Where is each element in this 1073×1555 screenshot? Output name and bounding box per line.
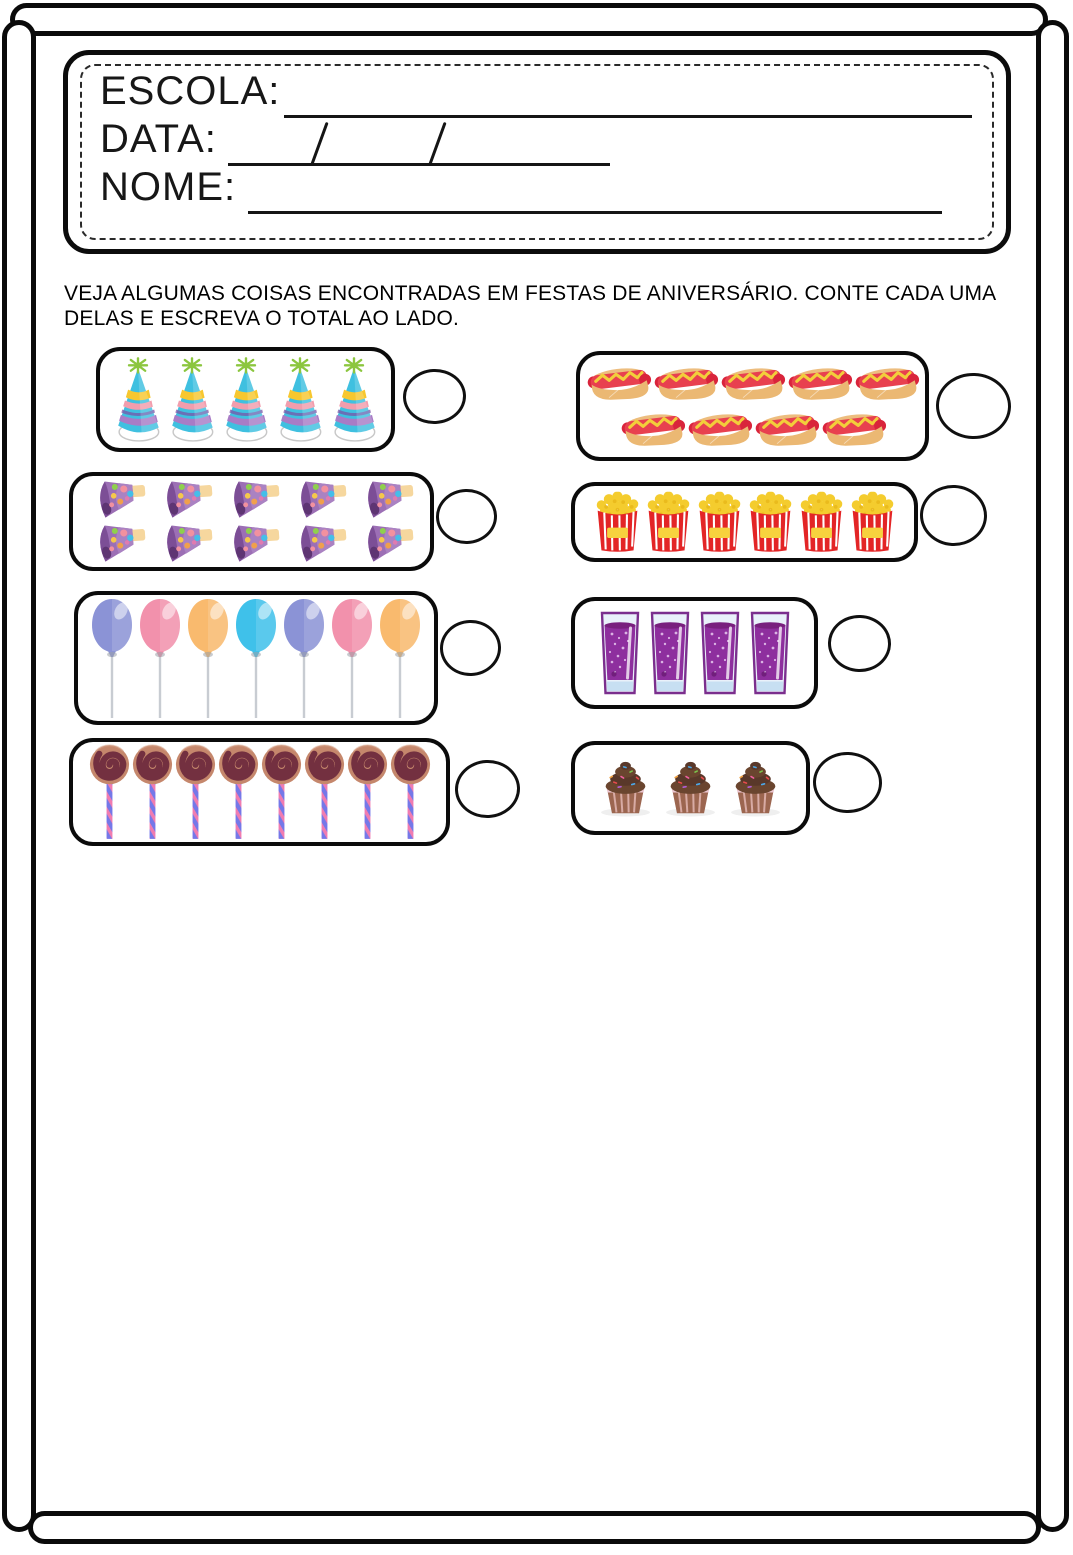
- lollipop-icon: [88, 743, 131, 841]
- frame-left-bar: [2, 20, 36, 1532]
- answer-oval-lollipops[interactable]: [454, 758, 522, 819]
- frame-right-bar: [1036, 20, 1069, 1532]
- party-horn-icon: [352, 522, 419, 566]
- answer-oval-balloons[interactable]: [439, 619, 502, 677]
- balloons-items: [84, 597, 428, 719]
- popcorn-icon: [745, 489, 796, 555]
- lollipops-items: [81, 744, 438, 840]
- group-box-lollipops: [69, 738, 450, 846]
- answer-oval-party-horns[interactable]: [435, 488, 498, 545]
- popcorn-icon: [847, 489, 898, 555]
- lollipop-icon: [303, 743, 346, 841]
- party-hat-icon: [327, 354, 381, 446]
- group-box-party-horns: [69, 472, 434, 571]
- popcorn-icon: [592, 489, 643, 555]
- frame-bottom-bar: [28, 1511, 1041, 1544]
- drink-icon: [695, 607, 745, 699]
- group-box-balloons: [74, 591, 438, 725]
- lollipop-icon: [389, 743, 432, 841]
- party-horn-icon: [151, 522, 218, 566]
- lollipop-icon: [131, 743, 174, 841]
- balloon-icon: [280, 595, 328, 721]
- frame-top-bar: [10, 3, 1048, 36]
- escola-label: ESCOLA:: [100, 69, 281, 113]
- cupcake-icon: [593, 756, 658, 820]
- hot-dog-icon: [652, 360, 719, 406]
- popcorn-items: [581, 489, 908, 555]
- hot-dog-icon: [719, 360, 786, 406]
- nome-label: NOME:: [100, 165, 237, 209]
- answer-oval-popcorn[interactable]: [918, 483, 988, 547]
- party-hat-icon: [111, 354, 165, 446]
- balloon-icon: [136, 595, 184, 721]
- lollipop-icon: [174, 743, 217, 841]
- lollipop-icon: [260, 743, 303, 841]
- hot-dog-icon: [753, 406, 820, 452]
- answer-oval-party-hats[interactable]: [402, 367, 468, 425]
- nome-write-line[interactable]: [248, 211, 942, 214]
- student-info-box: [63, 50, 1011, 254]
- party-hat-icon: [165, 354, 219, 446]
- data-write-line[interactable]: [228, 163, 610, 166]
- party-hats-items: [105, 354, 386, 445]
- hot-dog-icon: [853, 360, 920, 406]
- balloon-icon: [328, 595, 376, 721]
- lollipop-icon: [346, 743, 389, 841]
- lollipop-icon: [217, 743, 260, 841]
- popcorn-icon: [643, 489, 694, 555]
- hot-dog-icon: [786, 360, 853, 406]
- hot-dogs-items: [582, 359, 923, 453]
- drinks-items: [583, 607, 806, 699]
- hot-dog-icon: [619, 406, 686, 452]
- hot-dog-icon: [686, 406, 753, 452]
- party-hat-icon: [273, 354, 327, 446]
- cupcake-icon: [658, 756, 723, 820]
- party-horn-icon: [218, 478, 285, 522]
- party-horn-icon: [218, 522, 285, 566]
- cupcakes-items: [583, 750, 798, 826]
- party-horns-items: [79, 478, 424, 565]
- hot-dog-icon: [820, 406, 887, 452]
- drink-icon: [745, 607, 795, 699]
- group-box-drinks: [571, 597, 818, 709]
- party-horn-icon: [151, 478, 218, 522]
- party-hat-icon: [219, 354, 273, 446]
- group-box-popcorn: [571, 482, 918, 562]
- balloon-icon: [232, 595, 280, 721]
- group-box-hot-dogs: [576, 351, 929, 461]
- drink-icon: [645, 607, 695, 699]
- party-horn-icon: [84, 522, 151, 566]
- balloon-icon: [88, 595, 136, 721]
- popcorn-icon: [694, 489, 745, 555]
- group-box-cupcakes: [571, 741, 810, 835]
- hot-dog-icon: [585, 360, 652, 406]
- party-horn-icon: [84, 478, 151, 522]
- party-horn-icon: [285, 478, 352, 522]
- data-label: DATA:: [100, 117, 217, 161]
- cupcake-icon: [723, 756, 788, 820]
- balloon-icon: [376, 595, 424, 721]
- party-horn-icon: [352, 478, 419, 522]
- answer-oval-hot-dogs[interactable]: [935, 372, 1012, 441]
- drink-icon: [595, 607, 645, 699]
- escola-write-line[interactable]: [284, 115, 972, 118]
- party-horn-icon: [285, 522, 352, 566]
- popcorn-icon: [796, 489, 847, 555]
- answer-oval-cupcakes[interactable]: [812, 751, 883, 814]
- instructions-text: VEJA ALGUMAS COISAS ENCONTRADAS EM FESTAS DE ANIVERSÁRIO. CONTE CADA UMA DELAS E ESCREVA O TOTAL AO LADO.: [64, 282, 996, 330]
- answer-oval-drinks[interactable]: [827, 614, 892, 673]
- balloon-icon: [184, 595, 232, 721]
- group-box-party-hats: [96, 347, 395, 452]
